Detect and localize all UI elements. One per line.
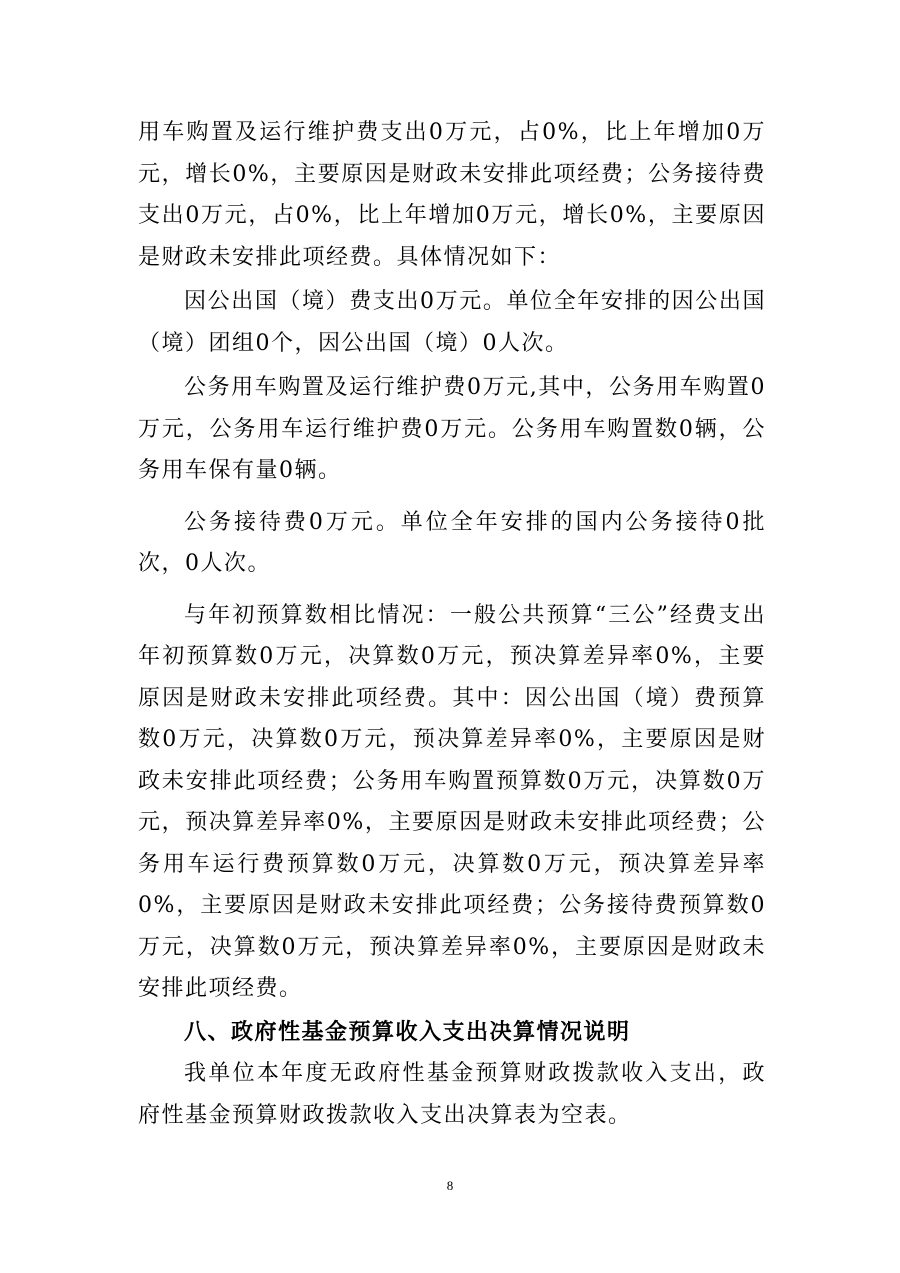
paragraph-government-fund: 我单位本年度无政府性基金预算财政拨款收入支出，政府性基金预算财政拨款收入支出决算表为空表。 [138,1061,766,1128]
page-content [138,112,766,1136]
paragraph-overseas-travel: 因公出国（境）费支出0万元。单位全年安排的因公出国（境）团组0个，因公出国（境）0人次。 [138,289,766,356]
paragraph-budget-comparison: 与年初预算数相比情况：一般公共预算“三公”经费支出年初预算数0万元，决算数0万元，预决算差异率0%，主要原因是财政未安排此项经费。其中：因公出国（境）费预算数0万元，决算数0万元，预决算差异率0%，主要原因是财政未安排此项经费；公务用车购置预算数0万元，决算数0万元，预决算差异率0%，主要原因是财政未安排此项经费；公务用车运行费预算数0万元，决算数0万元，预决算差异率0%，主要原因是财政未安排此项经费；公务接待费预算数0万元，决算数0万元，预决算差异率0%，主要原因是财政未安排此项经费。 [138,602,766,1001]
paragraph-expense-continuation: 用车购置及运行维护费支出0万元，占0%，比上年增加0万元，增长0%，主要原因是财政未安排此项经费；公务接待费支出0万元，占0%，比上年增加0万元，增长0%，主要原因是财政未安排此项经费。具体情况如下： [138,120,766,270]
paragraph-official-vehicles: 公务用车购置及运行维护费0万元,其中，公务用车购置0万元，公务用车运行维护费0万元。公务用车购置数0辆，公务用车保有量0辆。 [138,375,766,483]
paragraph-official-reception: 公务接待费0万元。单位全年安排的国内公务接待0批次，0人次。 [138,509,766,576]
page-number: 8 [446,1178,454,1193]
section-heading: 八、政府性基金预算收入支出决算情况说明 [184,1019,631,1045]
